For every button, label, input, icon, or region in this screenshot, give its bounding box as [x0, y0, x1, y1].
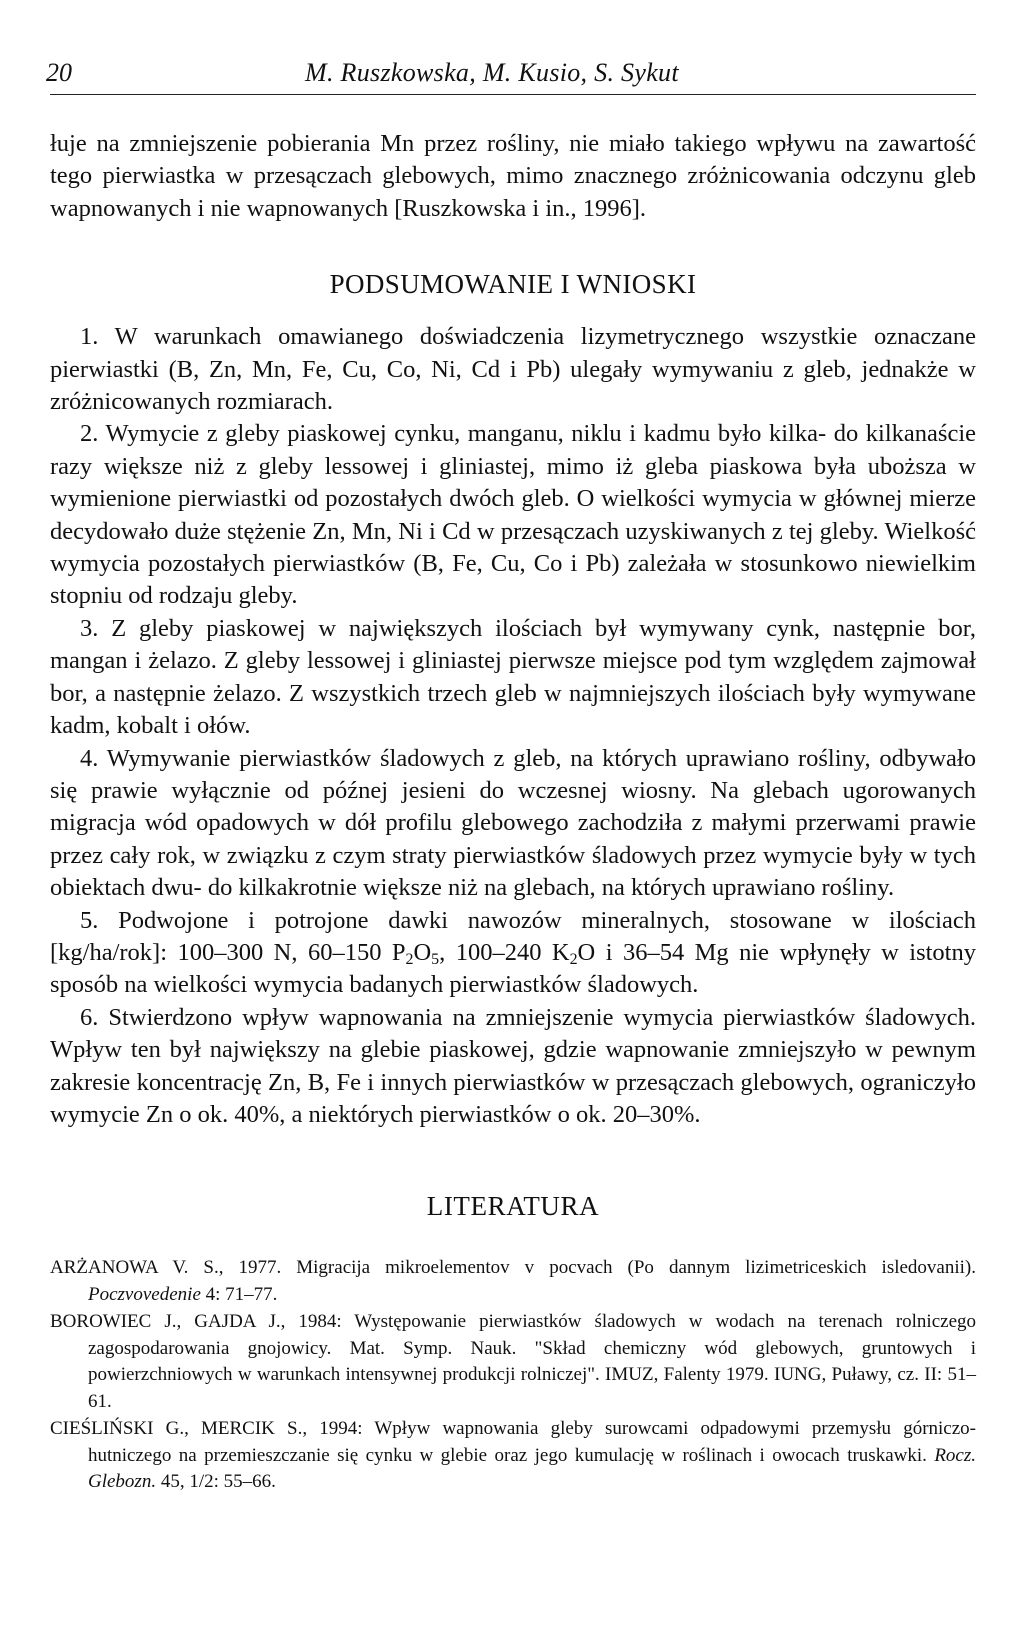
conclusion-5-text-a: 5. Podwojone i potrojone dawki nawozów mineralnych, stosowane w ilościach [kg/ha/rok]: 100–300 N, 60–150 P — [50, 906, 976, 966]
literature-heading: LITERATURA — [426, 1191, 600, 1222]
running-header — [46, 58, 976, 95]
reference-list — [50, 1255, 976, 1496]
reference-text-end: 45, 1/2: 55–66. — [156, 1471, 276, 1493]
continued-paragraph: łuje na zmniejszenie pobierania Mn przez rośliny, nie miało takiego wpływu na zawartość tego pierwiastka w przesączach glebowych, mimo znacznego zróżnicowania odczynu gleb wapnowanych i nie wapnowanych [Ruszkowska i in., 1996]. — [50, 130, 976, 222]
k2o-subscript-2: 2 — [569, 950, 578, 968]
conclusion-5-text-c: O i 36–54 Mg nie wpłynęły w istotny sposób na wielkości wymycia badanych pierwiastków śladowych. — [50, 938, 976, 999]
reference-text: CIEŚLIŃSKI G., MERCIK S., 1994: Wpływ wapnowania gleby surowcami odpadowymi przemysłu górniczo-hutniczego na przemieszczanie się cynku w glebie oraz jego kumulację w roślinach i owocach truskawki. — [50, 1418, 976, 1466]
reference-text: ARŻANOWA V. S., 1977. Migracija mikroelementov v pocvach (Po dannym lizimetriceskich isledovanii). — [50, 1257, 976, 1279]
reference-item — [50, 1255, 976, 1308]
reference-text-end: 4: 71–77. — [200, 1283, 278, 1305]
p2o5-oxygen: O — [413, 938, 432, 966]
reference-journal: Poczvovedenie — [88, 1283, 201, 1305]
conclusion-5 — [50, 905, 976, 1002]
reference-item — [50, 1416, 976, 1496]
conclusion-5-text-b: , 100–240 K — [439, 938, 570, 966]
section-heading: PODSUMOWANIE I WNIOSKI — [329, 269, 697, 300]
header-authors: M. Ruszkowska, M. Kusio, S. Sykut — [305, 58, 679, 87]
p2o5-subscript-2: 2 — [405, 950, 414, 968]
p2o5-subscript-5: 5 — [431, 950, 440, 968]
reference-text: BOROWIEC J., GAJDA J., 1984: Występowanie pierwiastków śladowych w wodach na terenach rolniczego zagospodarowania gnojowicy. Mat. Symp. Nauk. "Skład chemiczny wód glebowych, gruntowych i powierzchniowych w warunkach intensywnej produkcji rolniczej". IMUZ, Falenty 1979. IUNG, Puławy, cz. II: 51–61. — [50, 1311, 976, 1412]
reference-journal: Rocz. Glebozn. — [88, 1444, 976, 1493]
conclusion-2: 2. Wymycie z gleby piaskowej cynku, manganu, niklu i kadmu było kilka- do kilkanaście razy większe niż z gleby lessowej i gliniastej, mimo iż gleba piaskowa była uboższa w wymienione pierwiastki od pozostałych dwóch gleb. O wielkości wymycia w głównej mierze decydowało duże stężenie Zn, Mn, Ni i Cd w przesączach uzyskiwanych z tej gleby. Wielkość wymycia pozostałych pierwiastków (B, Fe, Cu, Co i Pb) zależała w stosunkowo niewielkim stopniu od rodzaju gleby. — [50, 420, 976, 610]
body-text — [50, 128, 976, 1131]
page-number: 20 — [46, 58, 72, 87]
conclusion-1: 1. W warunkach omawianego doświadczenia lizymetrycznego wszystkie oznaczane pierwiastki (B, Zn, Mn, Fe, Cu, Co, Ni, Cd i Pb) ulegały wymywaniu z gleb, jednakże w zróżnicowanych rozmiarach. — [50, 323, 976, 416]
document-page — [46, 58, 976, 1497]
conclusion-6: 6. Stwierdzono wpływ wapnowania na zmniejszenie wymycia pierwiastków śladowych. Wpływ ten był największy na glebie piaskowej, gdzie wapnowanie zmniejszyło w pewnym zakresie koncentrację Zn, B, Fe i innych pierwiastków w przesączach glebowych, ograniczyło wymycie Zn o ok. 40%, a niektórych pierwiastków o ok. 20–30%. — [50, 1003, 976, 1128]
conclusion-4: 4. Wymywanie pierwiastków śladowych z gleb, na których uprawiano rośliny, odbywało się prawie wyłącznie od późnej jesieni do wczesnej wiosny. Na glebach ugorowanych migracja wód opadowych w dół profilu glebowego zachodziła z małymi przerwami prawie przez cały rok, w związku z czym straty pierwiastków śladowych przez wymycie były w tych obiektach dwu- do kilkakrotnie większe niż na glebach, na których uprawiano rośliny. — [50, 744, 976, 902]
reference-item — [50, 1309, 976, 1415]
conclusion-3: 3. Z gleby piaskowej w największych ilościach był wymywany cynk, następnie bor, mangan i żelazo. Z gleby lessowej i gliniastej pierwsze miejsce pod tym względem zajmował bor, a następnie żelazo. Z wszystkich trzech gleb w najmniejszych ilościach były wymywane kadm, kobalt i ołów. — [50, 614, 976, 740]
